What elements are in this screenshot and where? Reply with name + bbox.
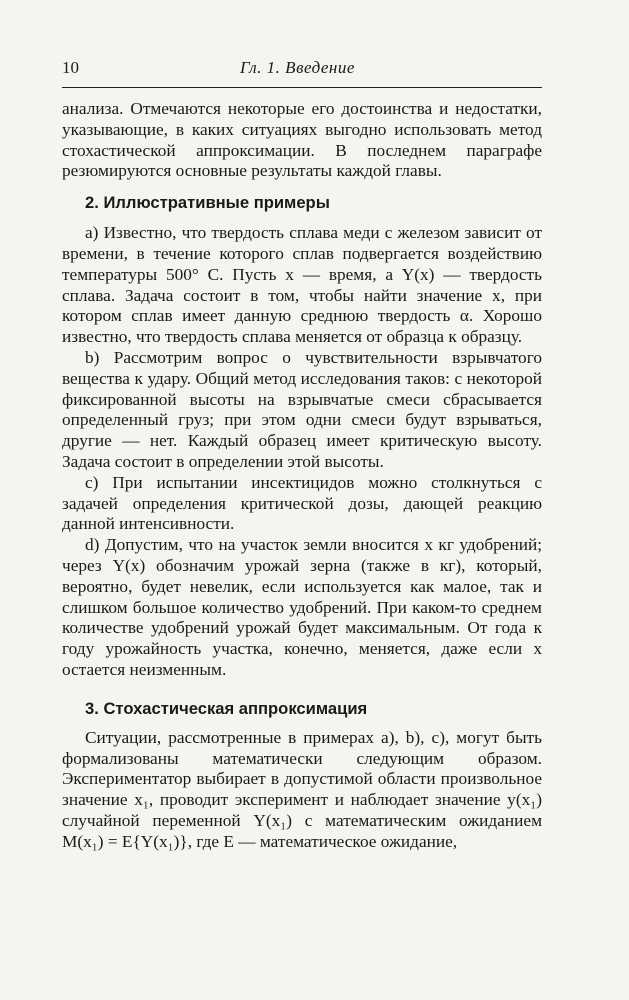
section-heading-stochastic-approximation: 3. Стохастическая аппроксимация <box>85 698 368 718</box>
example-b-paragraph: b) Рассмотрим вопрос о чувствительности взрывчатого вещества к удару. Общий метод исследования таков: с некоторой фиксированной высоты на взрывчатые смеси сбрасывается определенный груз; при этом одни смеси будут взрываться, другие — нет. Каждый образец имеет критическую высоту. Задача состоит в определении этой высоты. <box>62 347 542 471</box>
example-c-paragraph: с) При испытании инсектицидов можно столкнуться с задачей определения критической дозы, дающей реакцию данной интенсивности. <box>62 472 542 534</box>
running-head: Гл. 1. Введение <box>240 58 355 77</box>
page-header <box>62 58 542 82</box>
example-d-paragraph: d) Допустим, что на участок земли вносится x кг удобрений; через Y(x) обозначим урожай зерна (также в кг), который, вероятно, будет невелик, если используется как малое, так и слишком большое количество удобрений. При каком-то среднем количестве удобрений урожай будет максимальным. От года к году урожайность участка, конечно, меняется, даже если x остается неизменным. <box>62 535 542 679</box>
page-number: 10 <box>62 58 79 77</box>
stochastic-approximation-paragraph: Ситуации, рассмотренные в примерах а), b), с), могут быть формализованы математически следующим образом. Экспериментатор выбирает в допустимой области произвольное значение x₁, проводит эксперимент и наблюдает значение y(x₁) случайной переменной Y(x₁) с математическим ожиданием M(x₁) = E{Y(x₁)}, где E — математическое ожидание, <box>62 727 542 851</box>
example-a-paragraph: а) Известно, что твердость сплава меди с железом зависит от времени, в течение которого сплав подвергается воздействию температуры 500° С. Пусть x — время, а Y(x) — твердость сплава. Задача состоит в том, чтобы найти значение x, при котором сплав имеет данную среднюю твердость α. Хорошо известно, что твердость сплава меняется от образца к образцу. <box>62 223 542 347</box>
header-rule <box>62 87 542 88</box>
page-body <box>62 99 542 853</box>
section-heading-illustrative-examples: 2. Иллюстративные примеры <box>85 193 330 213</box>
intro-paragraph: анализа. Отмечаются некоторые его достоинства и недостатки, указывающие, в каких ситуациях выгодно использовать метод стохастической аппроксимации. В последнем параграфе резюмируются основные результаты каждой главы. <box>62 99 542 181</box>
